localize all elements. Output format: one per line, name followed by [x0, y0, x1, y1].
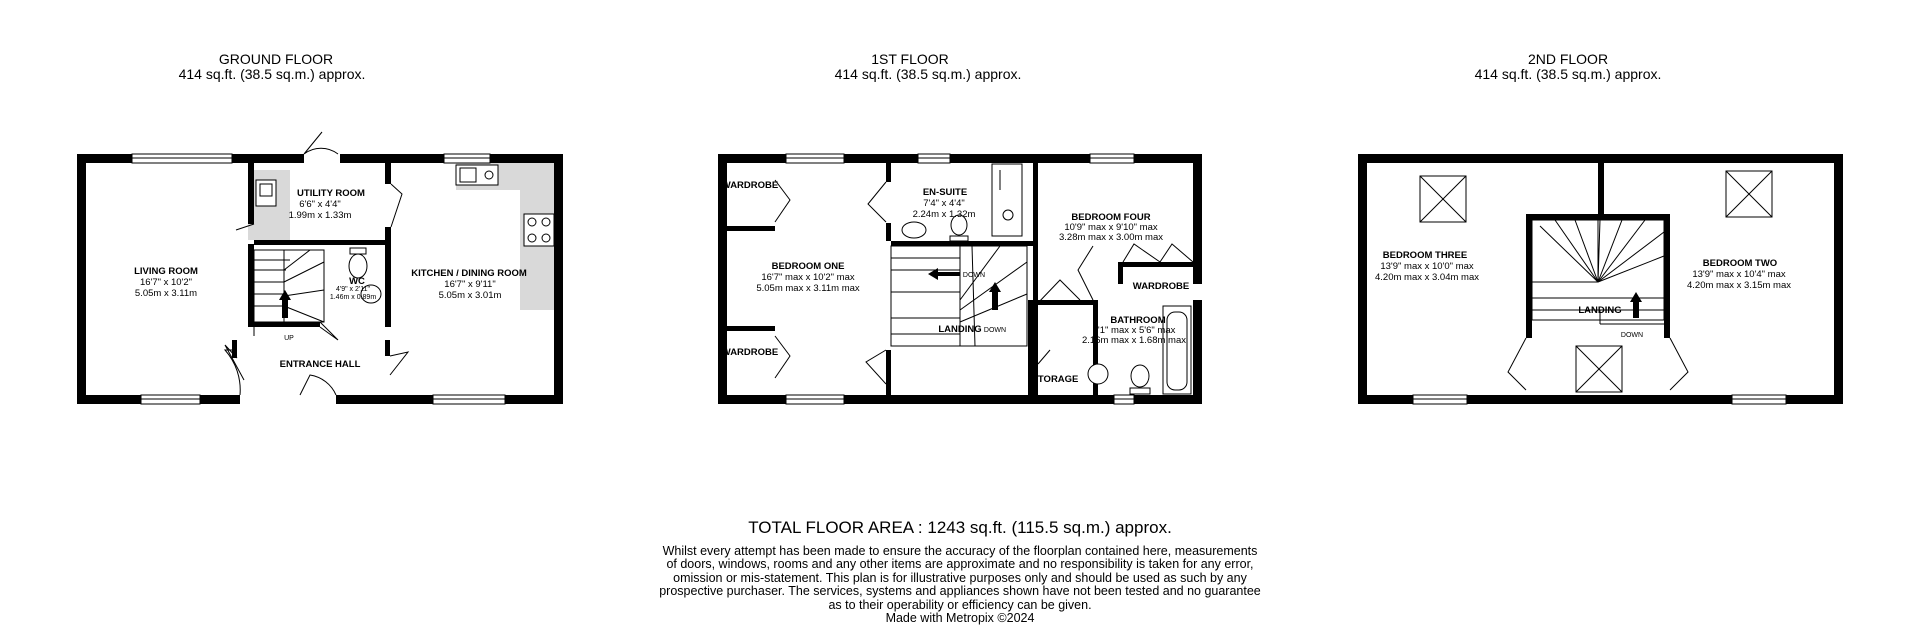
floor-area: 414 sq.ft. (38.5 sq.m.) approx.	[178, 66, 366, 82]
svg-text:BEDROOM TWO: BEDROOM TWO	[1702, 258, 1778, 269]
floor-area: 414 sq.ft. (38.5 sq.m.) approx.	[1474, 66, 1662, 82]
kitchen-dining-label	[411, 268, 527, 301]
svg-text:BEDROOM ONE: BEDROOM ONE	[771, 261, 845, 272]
svg-text:3.28m max x 3.00m max: 3.28m max x 3.00m max	[1058, 232, 1164, 243]
svg-text:6'6" x 4'4": 6'6" x 4'4"	[299, 199, 341, 210]
svg-text:5.05m max x 3.11m max: 5.05m max x 3.11m max	[756, 283, 860, 294]
svg-text:LIVING ROOM: LIVING ROOM	[134, 266, 198, 277]
ground-floor-plan	[77, 132, 563, 404]
first-floor-header	[835, 51, 1022, 82]
skylight	[1726, 171, 1772, 217]
svg-text:2.24m x 1.32m: 2.24m x 1.32m	[912, 209, 976, 220]
svg-text:7'4" x 4'4": 7'4" x 4'4"	[923, 198, 965, 209]
shower	[992, 164, 1022, 236]
living-room-label	[134, 266, 198, 299]
svg-text:7'1" max x 5'6" max: 7'1" max x 5'6" max	[1092, 325, 1176, 336]
bedroom-four-label	[1059, 212, 1163, 243]
svg-text:BEDROOM THREE: BEDROOM THREE	[1382, 250, 1468, 261]
bathroom-toilet	[1131, 365, 1149, 387]
svg-text:UTILITY ROOM: UTILITY ROOM	[297, 188, 365, 199]
svg-text:4.20m max x 3.15m max: 4.20m max x 3.15m max	[1686, 280, 1792, 291]
landing-label: LANDING	[938, 324, 982, 335]
svg-text:KITCHEN / DINING ROOM: KITCHEN / DINING ROOM	[411, 268, 527, 279]
wc-toilet	[349, 254, 367, 278]
wc-label	[330, 276, 376, 301]
svg-text:4.20m max x 3.04m max: 4.20m max x 3.04m max	[1374, 272, 1480, 283]
storage-label: STORAGE	[1031, 374, 1079, 385]
svg-text:4'9" x 2'11": 4'9" x 2'11"	[336, 286, 370, 293]
disclaimer-line: prospective purchaser. The services, systems and appliances shown have not been tested and no guarantee	[659, 584, 1261, 599]
svg-text:10'9" max x 9'10" max: 10'9" max x 9'10" max	[1064, 222, 1158, 233]
disclaimer	[0, 545, 1920, 625]
second-floor-header	[1475, 51, 1662, 82]
svg-text:1.99m x 1.33m: 1.99m x 1.33m	[288, 210, 352, 221]
floor-area: 414 sq.ft. (38.5 sq.m.) approx.	[834, 66, 1022, 82]
landing-label: LANDING	[1578, 305, 1622, 316]
hob	[524, 214, 554, 246]
stairs-down-label: DOWN	[1620, 332, 1644, 339]
bedroom-two-label	[1687, 258, 1791, 291]
svg-text:13'9" max x 10'0" max: 13'9" max x 10'0" max	[1380, 261, 1474, 272]
skylight	[1420, 176, 1466, 222]
stairs-down-label: DOWN	[962, 272, 986, 279]
svg-text:WC: WC	[349, 276, 365, 287]
stairs-up-arrow	[1630, 292, 1642, 318]
svg-text:16'7" x 9'11": 16'7" x 9'11"	[444, 279, 496, 290]
entrance-hall-label: ENTRANCE HALL	[279, 359, 361, 370]
svg-text:2.16m max x 1.68m max: 2.16m max x 1.68m max	[1081, 335, 1187, 346]
svg-text:BEDROOM FOUR: BEDROOM FOUR	[1071, 212, 1151, 223]
svg-text:EN-SUITE: EN-SUITE	[922, 187, 968, 198]
svg-text:16'7" max x 10'2" max: 16'7" max x 10'2" max	[761, 272, 855, 283]
floor-title: 2ND FLOOR	[1527, 51, 1609, 67]
en-suite-label	[913, 187, 976, 220]
svg-text:5.05m x 3.11m: 5.05m x 3.11m	[134, 288, 198, 299]
svg-text:13'9" max x 10'4" max: 13'9" max x 10'4" max	[1692, 269, 1786, 280]
skylight	[1576, 346, 1622, 392]
bedroom-three-label	[1375, 250, 1479, 283]
first-floor-plan	[718, 154, 1202, 404]
utility-room-label	[289, 188, 365, 221]
disclaimer-line: as to their operability or efficiency can be given.	[828, 597, 1092, 612]
disclaimer-line: of doors, windows, rooms and any other items are approximate and no responsibility is taken for any error,	[666, 557, 1254, 572]
credit: Made with Metropix ©2024	[885, 611, 1035, 626]
wardrobe-label: WARDROBE	[1132, 281, 1190, 292]
ground-floor-header	[179, 51, 366, 82]
svg-text:BATHROOM: BATHROOM	[1110, 315, 1166, 326]
svg-text:1.46m x 0.89m: 1.46m x 0.89m	[329, 294, 377, 301]
disclaimer-line: omission or mis-statement. This plan is for illustrative purposes only and should be used as such by any	[673, 570, 1247, 585]
svg-text:16'7" x 10'2": 16'7" x 10'2"	[139, 277, 193, 288]
second-floor-plan	[1358, 154, 1843, 404]
floor-title: 1ST FLOOR	[871, 51, 949, 67]
stairs-up-label: UP	[284, 335, 294, 342]
total-floor-area: TOTAL FLOOR AREA : 1243 sq.ft. (115.5 sq.m.) approx.	[748, 518, 1172, 537]
bathroom-basin	[1088, 364, 1108, 384]
wardrobe-label: WARDROBE	[721, 180, 779, 191]
bedroom-one-label	[756, 261, 860, 294]
wardrobe-label: WARDROBE	[721, 347, 779, 358]
stairs-down-label: DOWN	[983, 327, 1007, 334]
floor-title: GROUND FLOOR	[218, 51, 334, 67]
disclaimer-line: Whilst every attempt has been made to ensure the accuracy of the floorplan contained here, measurements	[662, 544, 1258, 558]
en-suite-basin	[902, 222, 926, 238]
svg-text:5.05m x 3.01m: 5.05m x 3.01m	[438, 290, 502, 301]
